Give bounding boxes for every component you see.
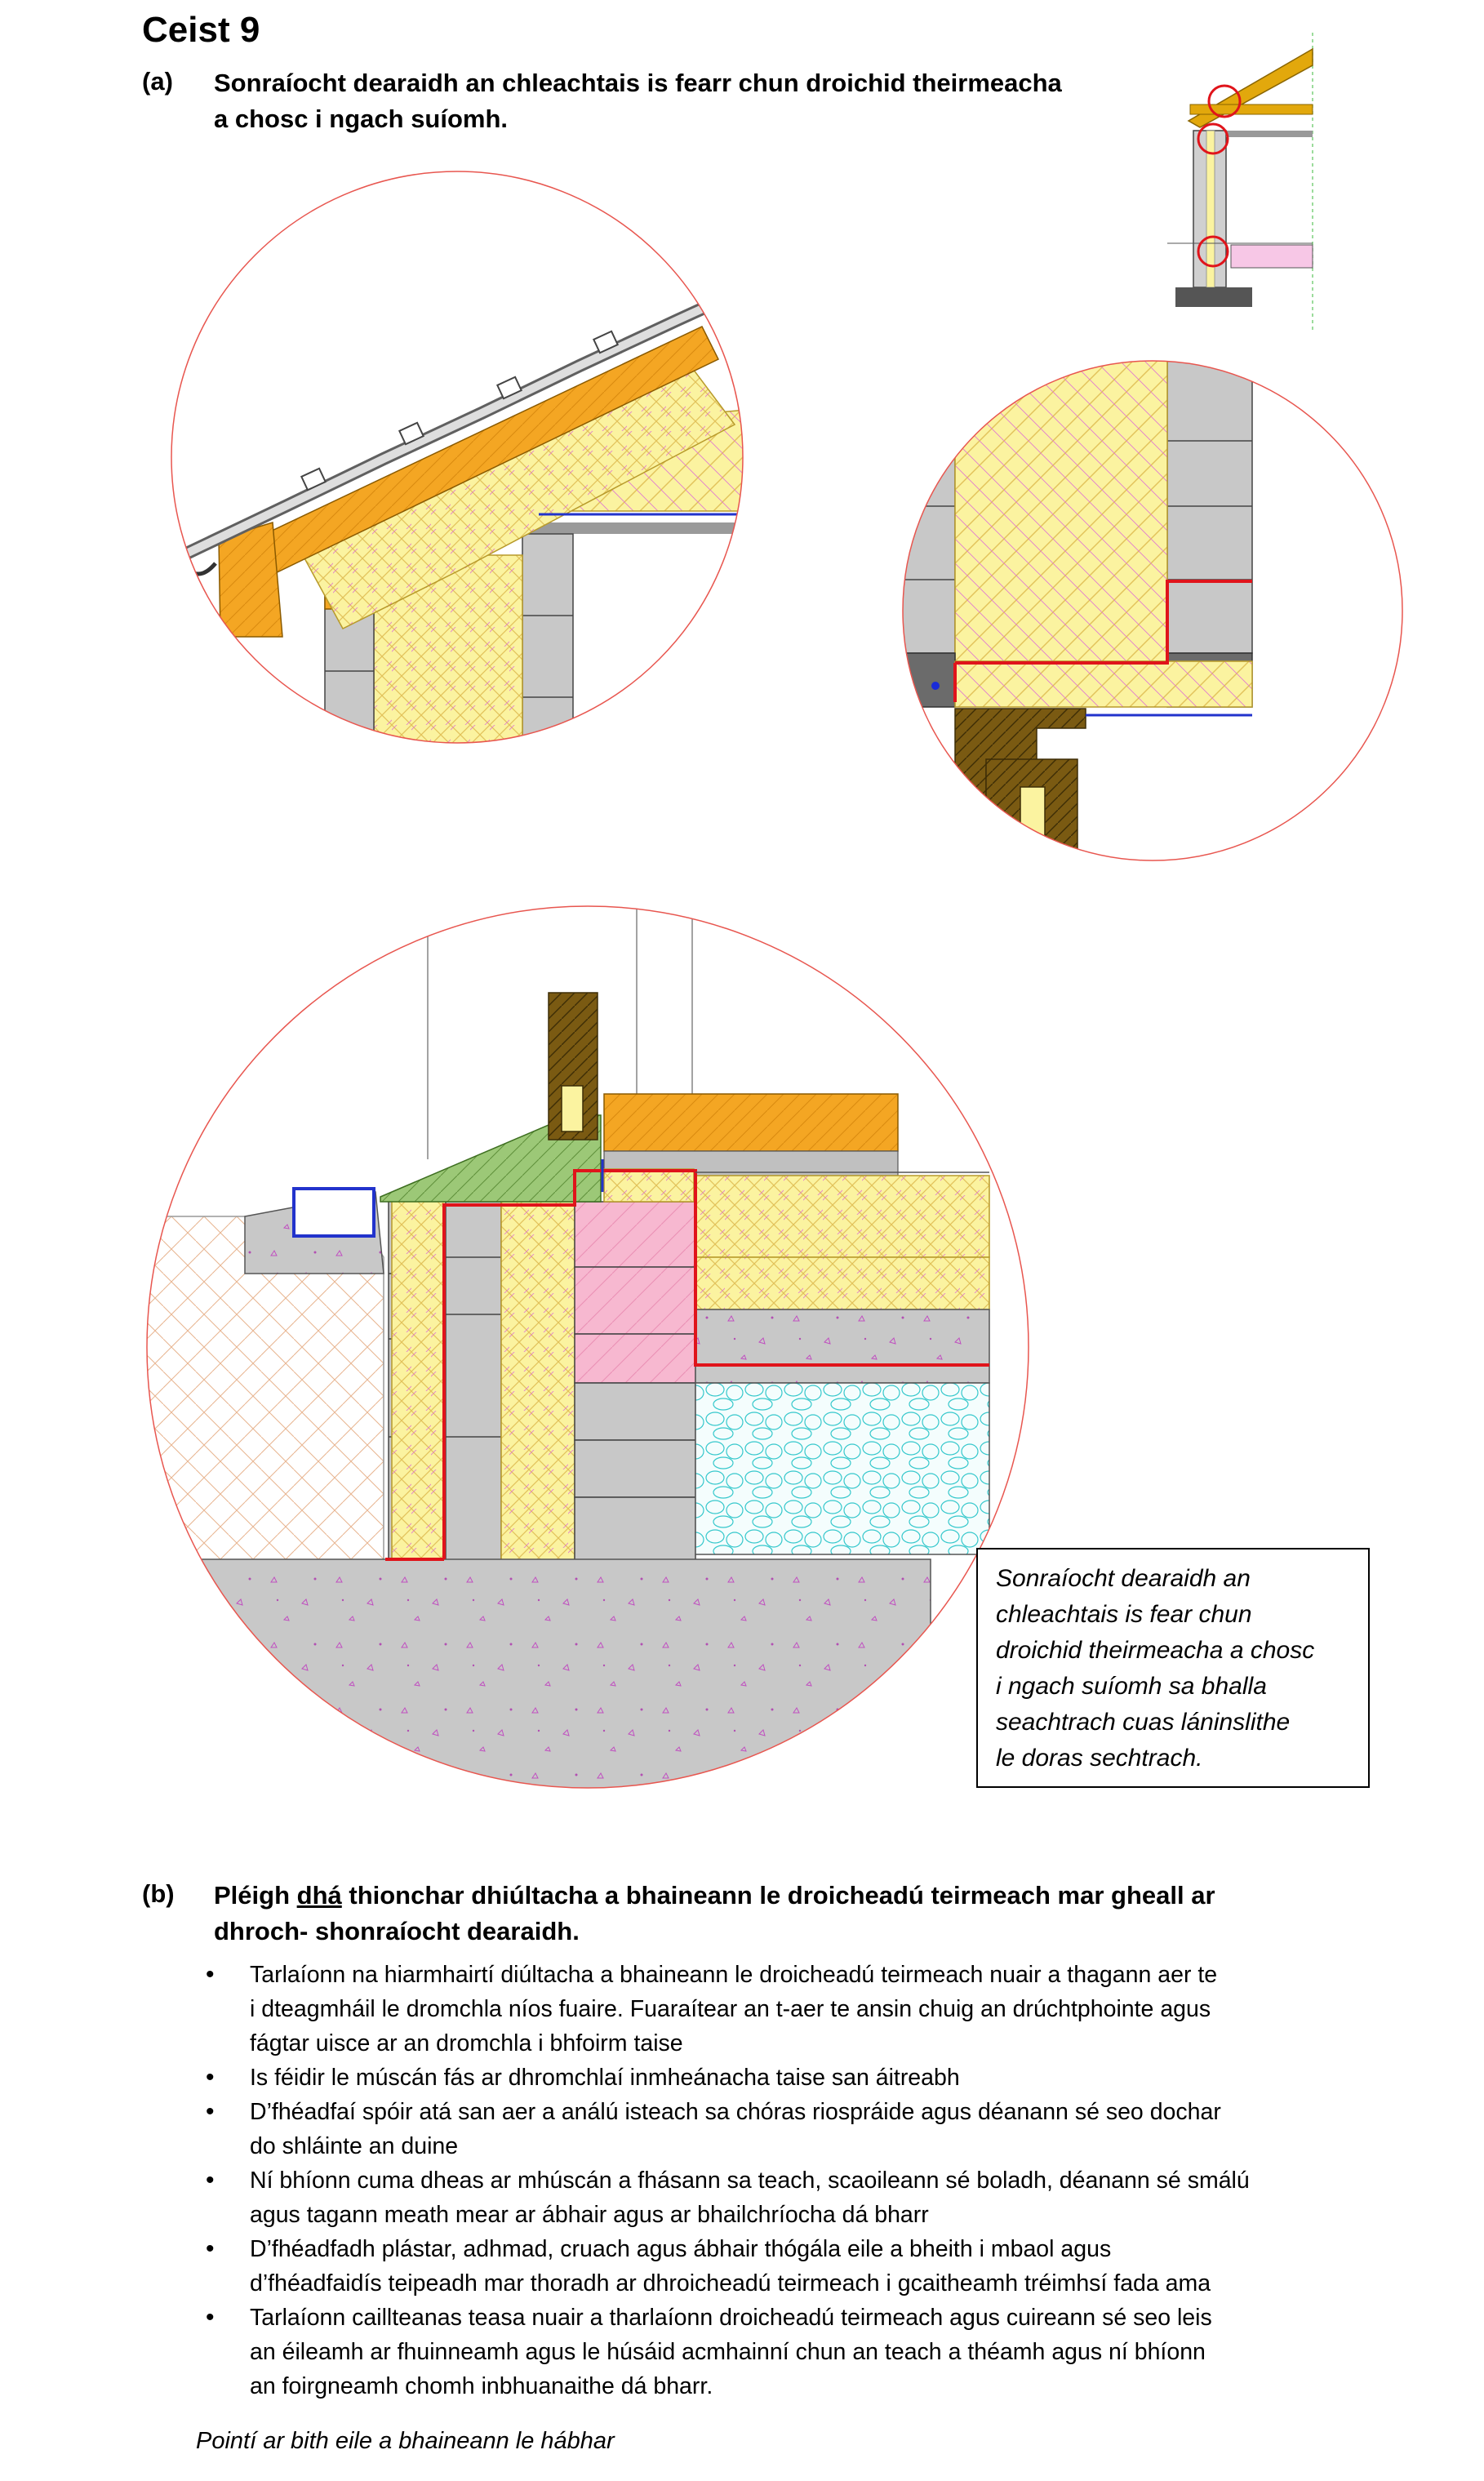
part-a-label: (a) <box>142 67 173 96</box>
list-item-line: Tarlaíonn caillteanas teasa nuair a tharlaíonn droicheadú teirmeach agus cuireann sé seo leis <box>250 2305 1212 2331</box>
part-b-line-2: dhroch- shonraíocht dearaidh. <box>214 1917 580 1945</box>
caption-line-1: Sonraíocht dearaidh an <box>996 1565 1251 1592</box>
list-item-line: Ní bhíonn cuma dheas ar mhúscán a fhásann sa teach, scaoileann sé boladh, déanann sé smálú <box>250 2168 1250 2194</box>
footer-note: Pointí ar bith eile a bhaineann le hábhar <box>196 2428 615 2454</box>
threshold-foundation-detail <box>139 898 1029 1804</box>
part-a-line-1: Sonraíocht dearaidh an chleachtais is fearr chun droichid theirmeacha <box>214 69 1062 97</box>
bullet-dot-icon: • <box>206 2098 215 2125</box>
caption-line-3: droichid theirmeacha a chosc <box>996 1637 1315 1664</box>
list-item-line: do shláinte an duine <box>250 2133 459 2159</box>
lintel-detail <box>855 343 1402 972</box>
bullet-dot-icon: • <box>206 2235 215 2262</box>
bullet-dot-icon: • <box>206 2167 215 2194</box>
list-item-line: fágtar uisce ar an dromchla i bhfoirm taise <box>250 2030 683 2056</box>
caption-line-4: i ngach suíomh sa bhalla <box>996 1673 1267 1700</box>
list-item <box>199 2232 1342 2301</box>
caption-box <box>976 1548 1370 1788</box>
part-b-question <box>214 1878 1373 1950</box>
list-item-line: an éileamh ar fhuinneamh agus le húsáid acmhainní chun an teach a théamh agus ní bhíonn <box>250 2339 1206 2365</box>
part-b-line-1 <box>214 1878 1373 1914</box>
caption-line-6: le doras sechtrach. <box>996 1745 1203 1772</box>
list-item <box>199 2095 1342 2163</box>
list-item-line: D’fhéadfaí spóir atá san aer a análú isteach sa chóras riospráide agus déanann sé seo dochar <box>250 2099 1221 2125</box>
page-title: Ceist 9 <box>142 10 260 50</box>
bullet-dot-icon: • <box>206 2304 215 2331</box>
part-b-text-after: thionchar dhiúltacha a bhaineann le droicheadú teirmeach mar gheall ar <box>341 1881 1215 1910</box>
part-a-line-2: a chosc i ngach suíomh. <box>214 104 509 133</box>
part-b-underlined-word: dhá <box>296 1881 342 1910</box>
list-item <box>199 2061 1342 2095</box>
list-item-line: Is féidir le múscán fás ar dhromchlaí inmheánacha taise san áitreabh <box>250 2065 960 2091</box>
bullet-dot-icon: • <box>206 1961 215 1988</box>
part-b-text-before: Pléigh <box>214 1881 297 1910</box>
key-plan-section <box>1167 33 1313 331</box>
list-item-line: d’fhéadfaidís teipeadh mar thoradh ar dhroicheadú teirmeach i gcaitheamh tréimhsí fada ama <box>250 2270 1211 2296</box>
list-item <box>199 1958 1342 2061</box>
list-item-line: D’fhéadfadh plástar, adhmad, cruach agus ábhair thógála eile a bheith i mbaol agus <box>250 2236 1112 2262</box>
list-item <box>199 2163 1342 2232</box>
eaves-detail <box>171 171 767 784</box>
list-item-line: i dteagmháil le dromchla níos fuaire. Fuaraítear an t-aer te ansin chuig an drúchtphointe agus <box>250 1996 1211 2022</box>
answer-bullet-list <box>199 1958 1342 2403</box>
part-b-label: (b) <box>142 1879 175 1908</box>
caption-line-5: seachtrach cuas láninslithe <box>996 1709 1291 1736</box>
list-item <box>199 2301 1342 2403</box>
bullet-dot-icon: • <box>206 2064 215 2091</box>
list-item-line: an foirgneamh chomh inbhuanaithe dá bharr. <box>250 2373 713 2399</box>
caption-line-2: chleachtais is fear chun <box>996 1601 1252 1628</box>
list-item-line: Tarlaíonn na hiarmhairtí diúltacha a bhaineann le droicheadú teirmeach nuair a thagann aer te <box>250 1962 1218 1988</box>
list-item-line: agus tagann meath mear ar ábhair agus ar bhailchríocha dá bharr <box>250 2202 929 2228</box>
